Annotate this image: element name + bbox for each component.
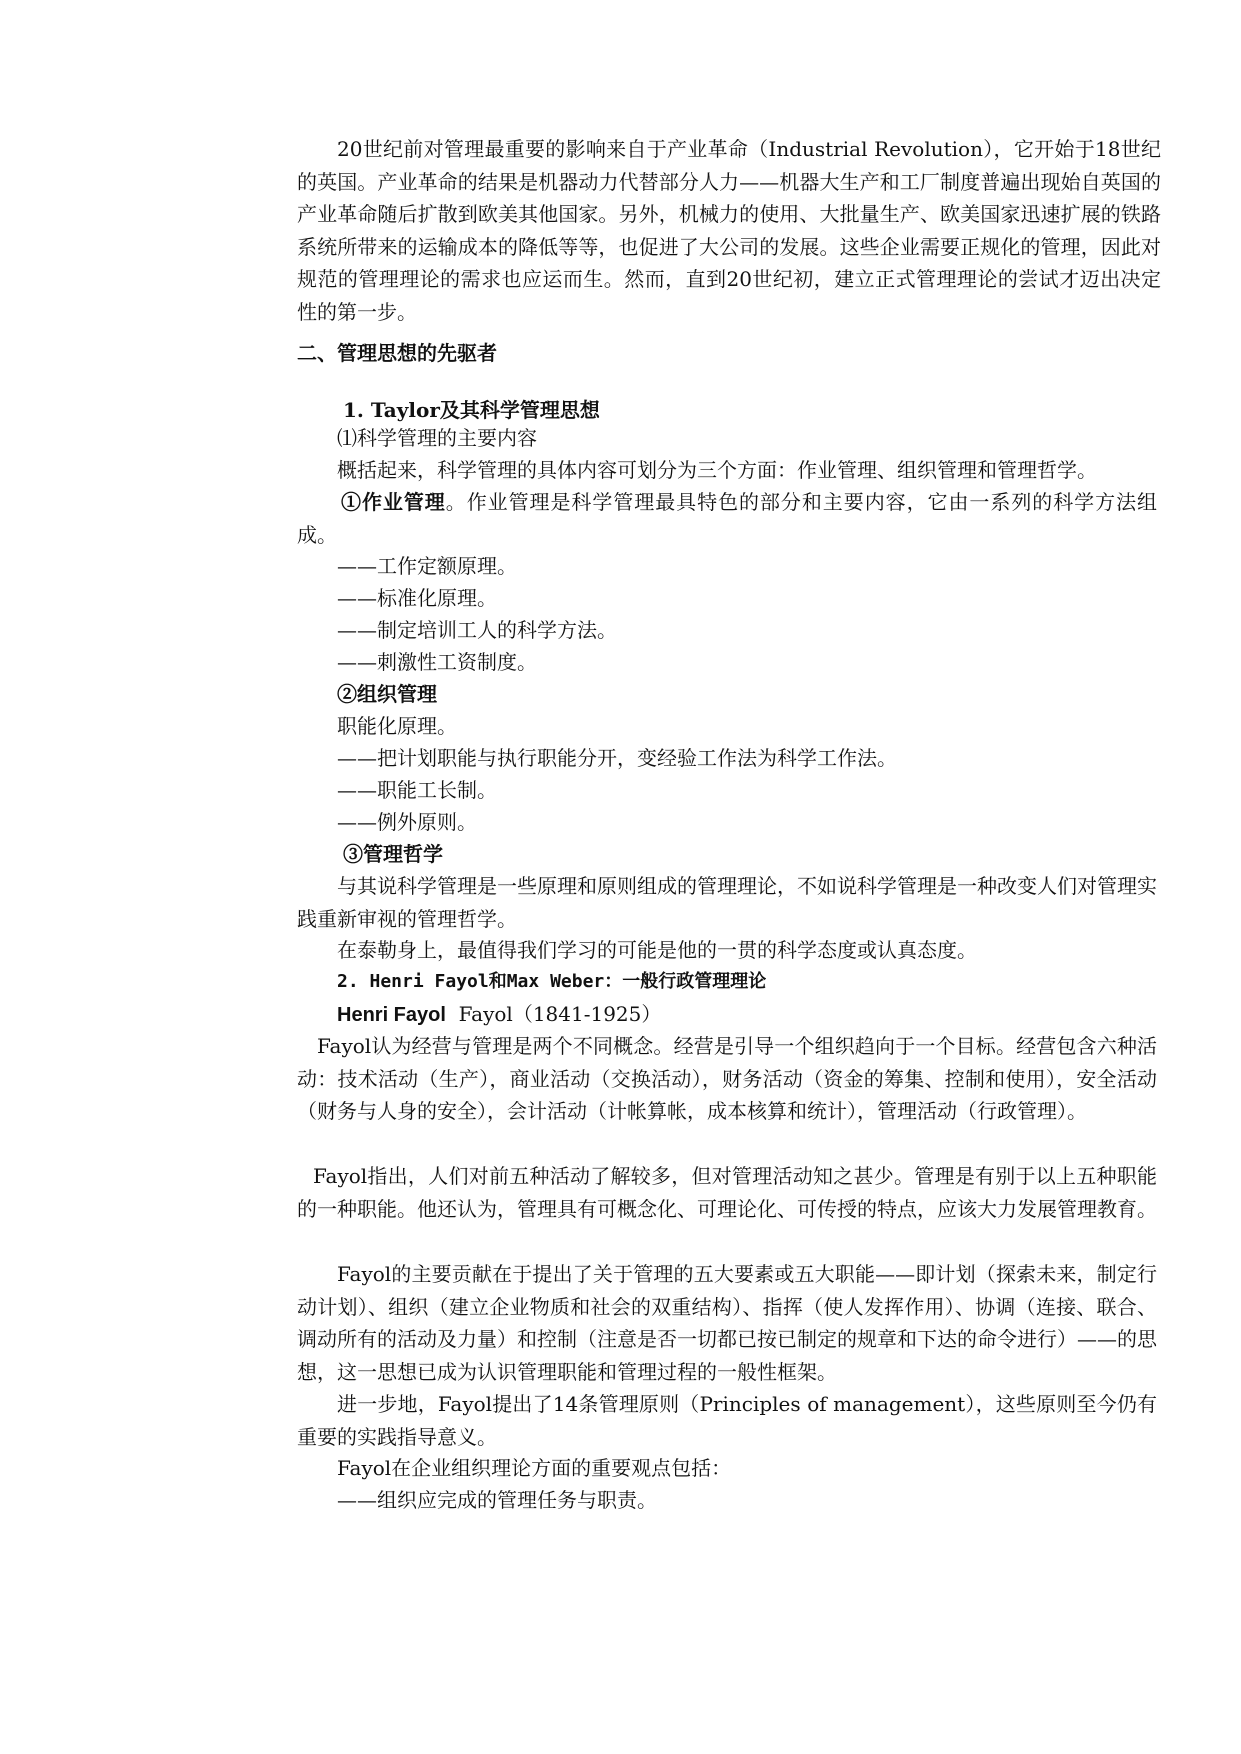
fayol-name-line — [337, 998, 1197, 1032]
list-item: ——刺激性工资制度。 — [337, 650, 537, 674]
fayol-paragraph-4: 进一步地，Fayol提出了14条管理原则（Principles of management），这些原则至今仍有重要的实践指导意义。 — [297, 1392, 1157, 1449]
list-item: ——组织应完成的管理任务与职责。 — [337, 1488, 657, 1512]
intro-paragraph: 20世纪前对管理最重要的影响来自于产业革命（Industrial Revolution），它开始于18世纪的英国。产业革命的结果是机器动力代替部分人力——机器大生产和工厂制度普遍出现始自英国的产业革命随后扩散到欧美其他国家。另外，机械力的使用、大批量生产、欧美国家迅速扩展的铁路系统所带来的运输成本的降低等等，也促进了大公司的发展。这些企业需要正规化的管理，因此对规范的管理理论的需求也应运而生。然而，直到20世纪初，建立正式管理理论的尝试才迈出决定性的第一步。 — [297, 137, 1161, 324]
taylor-summary: 概括起来，科学管理的具体内容可划分为三个方面：作业管理、组织管理和管理哲学。 — [337, 458, 1097, 482]
section-heading: 二、管理思想的先驱者 — [297, 341, 497, 365]
list-item: ——例外原则。 — [337, 810, 477, 834]
list-item: ——把计划职能与执行职能分开，变经验工作法为科学工作法。 — [337, 746, 897, 770]
work-management-text: 。作业管理是科学管理最具特色的部分和主要内容，它由一系列的科学方法组成。 — [297, 490, 1158, 547]
list-item: ——工作定额原理。 — [337, 554, 517, 578]
fayol-years: Fayol（1841-1925） — [458, 1002, 662, 1026]
list-item: ——职能工长制。 — [337, 778, 497, 802]
fayol-paragraph-1: Fayol认为经营与管理是两个不同概念。经营是引导一个组织趋向于一个目标。经营包含六种活动：技术活动（生产），商业活动（交换活动），财务活动（资金的筹集、控制和使用），安全活动（财务与人身的安全），会计活动（计帐算帐，成本核算和统计），管理活动（行政管理）。 — [297, 1034, 1157, 1123]
philosophy-label: ③管理哲学 — [343, 842, 443, 866]
taylor-subheading: ⑴科学管理的主要内容 — [337, 426, 537, 450]
fayol-paragraph-3: Fayol的主要贡献在于提出了关于管理的五大要素或五大职能——即计划（探索未来，制定行动计划）、组织（建立企业物质和社会的双重结构）、指挥（使人发挥作用）、协调（连接、联合、调动所有的活动及力量）和控制（注意是否一切都已按已制定的规章和下达的命令进行）——的思想，这一思想已成为认识管理职能和管理过程的一般性框架。 — [297, 1262, 1157, 1384]
philosophy-paragraph: 与其说科学管理是一些原理和原则组成的管理理论，不如说科学管理是一种改变人们对管理实践重新审视的管理哲学。 — [297, 874, 1157, 931]
fayol-name: Henri Fayol — [337, 1004, 446, 1026]
org-management-intro: 职能化原理。 — [337, 714, 457, 738]
list-item: ——标准化原理。 — [337, 586, 497, 610]
work-management-label: ①作业管理 — [341, 490, 446, 514]
work-management-paragraph — [297, 486, 1157, 551]
philosophy-note: 在泰勒身上，最值得我们学习的可能是他的一贯的科学态度或认真态度。 — [337, 938, 977, 962]
fayol-paragraph-2: Fayol指出，人们对前五种活动了解较多，但对管理活动知之甚少。管理是有别于以上五种职能的一种职能。他还认为，管理具有可概念化、可理论化、可传授的特点，应该大力发展管理教育。 — [297, 1164, 1157, 1221]
fayol-weber-title: 2. Henri Fayol和Max Weber：一般行政管理理论 — [337, 971, 767, 992]
fayol-paragraph-5: Fayol在企业组织理论方面的重要观点包括： — [337, 1456, 732, 1480]
org-management-label: ②组织管理 — [337, 682, 437, 706]
list-item: ——制定培训工人的科学方法。 — [337, 618, 617, 642]
taylor-title: 1. Taylor及其科学管理思想 — [343, 398, 600, 422]
